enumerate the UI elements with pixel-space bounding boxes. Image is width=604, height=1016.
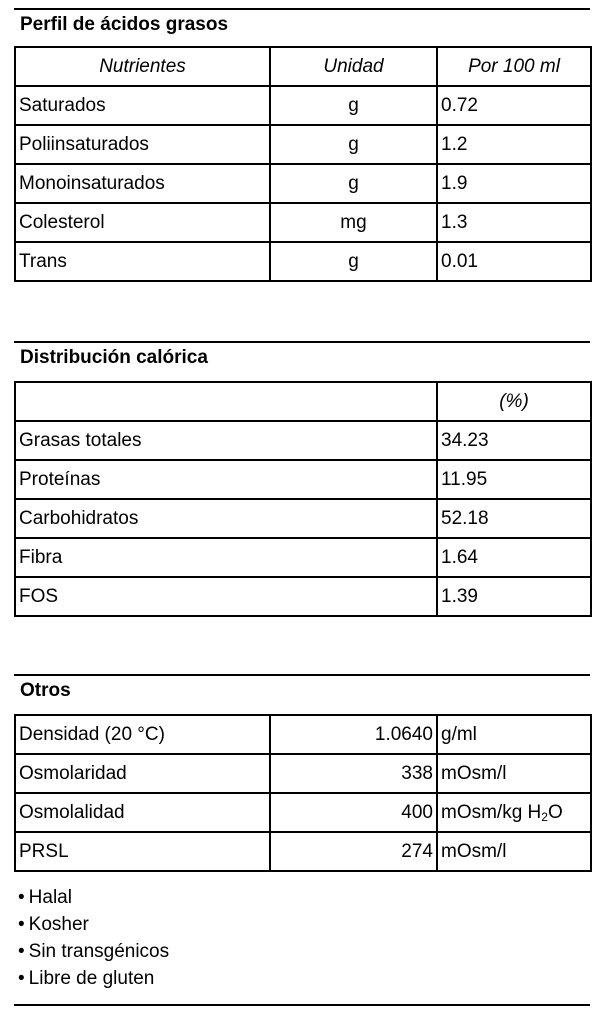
caloric-label: Fibra [15, 538, 437, 577]
header-unit: Unidad [270, 47, 437, 86]
header-percent: (%) [437, 382, 591, 421]
header-nutrients: Nutrientes [15, 47, 270, 86]
nutrient-unit: g [270, 164, 437, 203]
nutrient-value: 1.3 [437, 203, 591, 242]
caloric-value: 1.64 [437, 538, 591, 577]
fatty-acids-table [14, 46, 592, 282]
table-row [15, 164, 591, 203]
nutrient-value: 1.2 [437, 125, 591, 164]
property-unit [437, 793, 591, 832]
property-value: 400 [270, 793, 437, 832]
list-item: • Kosher [18, 911, 169, 938]
property-value: 1.0640 [270, 715, 437, 754]
table-row [15, 203, 591, 242]
caloric-label: Carbohidratos [15, 499, 437, 538]
table-row [15, 460, 591, 499]
header-per-100ml: Por 100 ml [437, 47, 591, 86]
fatty-acids-title: Perfil de ácidos grasos [20, 14, 229, 35]
nutrient-name: Trans [15, 242, 270, 281]
nutrient-value: 1.9 [437, 164, 591, 203]
property-value: 274 [270, 832, 437, 871]
table-row [15, 242, 591, 281]
table-row [15, 538, 591, 577]
nutrient-unit: g [270, 125, 437, 164]
section-divider [14, 341, 590, 343]
header-blank [15, 382, 437, 421]
list-item: • Halal [18, 884, 169, 911]
nutrient-unit: mg [270, 203, 437, 242]
caloric-label: Grasas totales [15, 421, 437, 460]
list-item: • Sin transgénicos [18, 938, 169, 965]
property-label: Osmolalidad [15, 793, 270, 832]
caloric-label: Proteínas [15, 460, 437, 499]
nutrient-unit: g [270, 242, 437, 281]
nutrient-name: Monoinsaturados [15, 164, 270, 203]
nutrient-value: 0.01 [437, 242, 591, 281]
nutrient-name: Poliinsaturados [15, 125, 270, 164]
section-divider [14, 674, 590, 676]
table-row [15, 577, 591, 616]
caloric-value: 11.95 [437, 460, 591, 499]
property-unit: mOsm/l [437, 754, 591, 793]
table-row [15, 715, 591, 754]
nutrient-name: Saturados [15, 86, 270, 125]
property-label: PRSL [15, 832, 270, 871]
unit-tail: O [547, 801, 563, 823]
caloric-value: 52.18 [437, 499, 591, 538]
section-divider [14, 1004, 590, 1006]
others-table [14, 714, 592, 872]
caloric-title: Distribución calórica [20, 347, 208, 368]
property-value: 338 [270, 754, 437, 793]
property-label: Densidad (20 °C) [15, 715, 270, 754]
caloric-label: FOS [15, 577, 437, 616]
features-list [18, 884, 169, 992]
others-title: Otros [20, 680, 71, 701]
table-row [15, 86, 591, 125]
table-row [15, 832, 591, 871]
nutrient-name: Colesterol [15, 203, 270, 242]
table-row [15, 499, 591, 538]
table-row [15, 421, 591, 460]
table-header-row [15, 47, 591, 86]
table-row [15, 754, 591, 793]
property-unit: g/ml [437, 715, 591, 754]
table-header-row [15, 382, 591, 421]
unit-main: mOsm/kg H [441, 801, 542, 823]
section-divider [14, 8, 590, 10]
property-unit: mOsm/l [437, 832, 591, 871]
unit-subscript: 2 [541, 809, 548, 824]
table-row [15, 793, 591, 832]
list-item: • Libre de gluten [18, 965, 169, 992]
caloric-value: 1.39 [437, 577, 591, 616]
property-label: Osmolaridad [15, 754, 270, 793]
table-row [15, 125, 591, 164]
caloric-table [14, 381, 592, 617]
caloric-value: 34.23 [437, 421, 591, 460]
nutrient-value: 0.72 [437, 86, 591, 125]
nutrient-unit: g [270, 86, 437, 125]
